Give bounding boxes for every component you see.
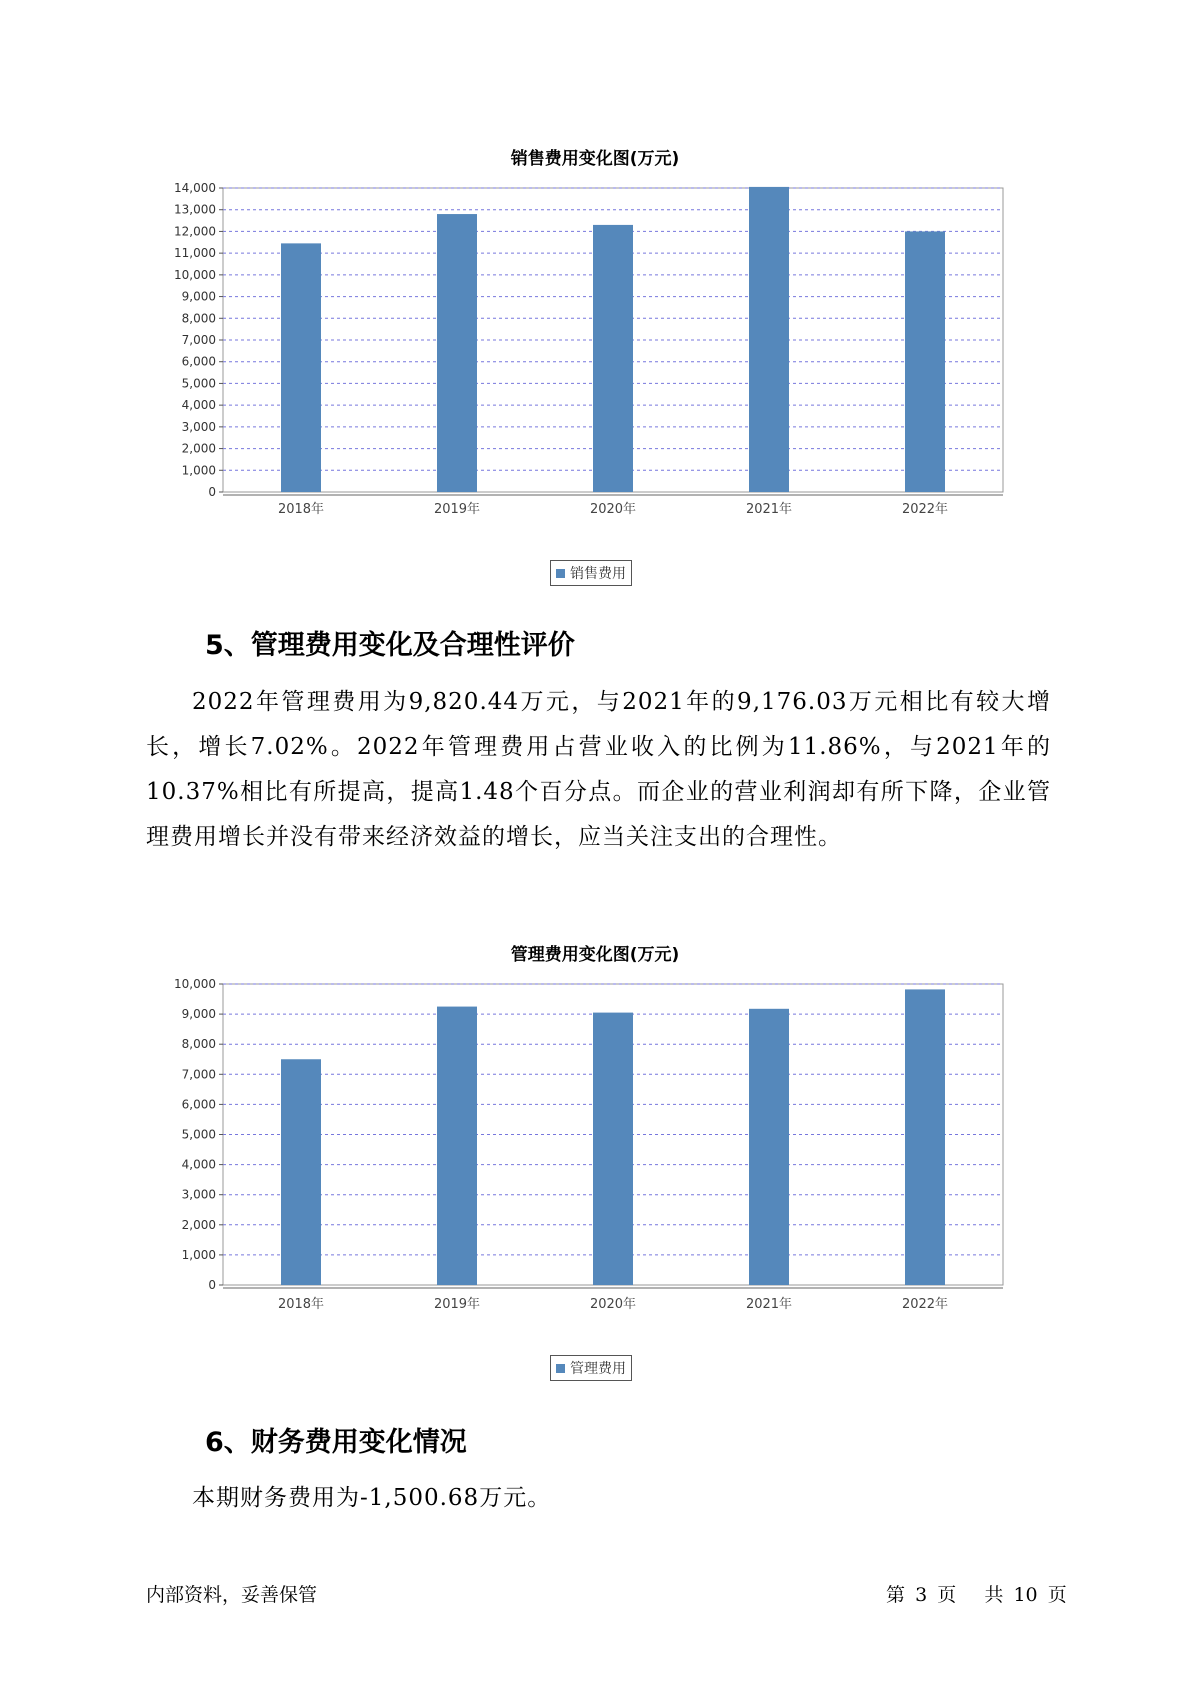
sales-chart-svg — [150, 180, 1040, 560]
admin-chart-svg — [150, 976, 1040, 1356]
admin-chart-title: 管理费用变化图(万元) — [510, 945, 680, 965]
y-tick-label: 4,000 — [181, 1157, 216, 1172]
page-total: 10 — [1013, 1584, 1038, 1606]
y-tick-label: 0 — [208, 485, 216, 499]
x-tick-label: 2020年 — [589, 1297, 637, 1312]
footer-confidential: 内部资料，妥善保管 — [146, 1584, 318, 1606]
bar — [437, 214, 477, 492]
sales-chart-legend — [550, 560, 632, 586]
bar — [749, 187, 789, 492]
y-tick-label: 1,000 — [181, 463, 216, 478]
bar — [437, 1007, 477, 1285]
bar — [905, 989, 945, 1285]
admin-expense-heading: 5、管理费用变化及合理性评价 — [205, 630, 575, 661]
x-tick-label: 2019年 — [433, 502, 481, 517]
admin-legend-label: 管理费用 — [570, 1361, 626, 1377]
y-tick-label: 10,000 — [174, 977, 216, 991]
page-mid: 页 — [937, 1584, 957, 1606]
sales-chart-title: 销售费用变化图(万元) — [510, 149, 680, 169]
x-tick-label: 2021年 — [745, 1297, 793, 1312]
y-tick-label: 13,000 — [174, 202, 216, 217]
x-tick-label: 2021年 — [745, 502, 793, 517]
y-tick-label: 7,000 — [181, 333, 216, 347]
bar — [905, 231, 945, 492]
y-tick-label: 8,000 — [181, 1037, 216, 1052]
bar — [749, 1009, 789, 1285]
bar — [593, 225, 633, 492]
legend-swatch — [556, 569, 565, 578]
y-tick-label: 14,000 — [174, 181, 216, 195]
legend-swatch — [556, 1364, 565, 1373]
y-tick-label: 5,000 — [181, 1127, 216, 1142]
x-tick-label: 2022年 — [901, 502, 949, 517]
x-tick-label: 2019年 — [433, 1297, 481, 1312]
y-tick-label: 6,000 — [181, 354, 216, 369]
finance-expense-paragraph: 本期财务费用为-1,500.68万元。 — [192, 1485, 552, 1511]
page-current: 3 — [915, 1584, 928, 1606]
y-tick-label: 5,000 — [181, 376, 216, 391]
x-tick-label: 2020年 — [589, 502, 637, 517]
sales-legend-label: 销售费用 — [570, 566, 626, 582]
y-tick-label: 11,000 — [174, 246, 216, 261]
x-tick-label: 2022年 — [901, 1297, 949, 1312]
y-tick-label: 4,000 — [181, 398, 216, 413]
admin-expense-paragraph: 2022年管理费用为9,820.44万元，与2021年的9,176.03万元相比有较大增长，增长7.02%。2022年管理费用占营业收入的比例为11.86%，与2021年的10.37%相比有所提高，提高1.48个百分点。而企业的营业利润却有所下降，企业管理费用增长并没有带来经济效益的增长，应当关注支出的合理性。 — [146, 689, 1051, 850]
y-tick-label: 9,000 — [181, 289, 216, 304]
y-tick-label: 9,000 — [181, 1007, 216, 1022]
bar — [281, 1059, 321, 1285]
y-tick-label: 6,000 — [181, 1097, 216, 1112]
y-tick-label: 0 — [208, 1278, 216, 1292]
y-tick-label: 3,000 — [181, 1187, 216, 1202]
sales-expense-chart — [150, 140, 1040, 590]
finance-expense-heading: 6、财务费用变化情况 — [205, 1427, 467, 1458]
x-tick-label: 2018年 — [277, 1297, 325, 1312]
page-suffix: 页 — [1047, 1584, 1067, 1606]
footer-page-number — [884, 1580, 1069, 1607]
y-tick-label: 8,000 — [181, 311, 216, 326]
x-tick-label: 2018年 — [277, 502, 325, 517]
y-tick-label: 12,000 — [174, 224, 216, 239]
y-tick-label: 3,000 — [181, 419, 216, 434]
bar — [593, 1013, 633, 1285]
admin-chart-legend — [550, 1355, 632, 1381]
page-prefix: 第 — [886, 1584, 906, 1606]
bar — [281, 243, 321, 492]
admin-expense-chart — [150, 936, 1040, 1386]
y-tick-label: 1,000 — [181, 1247, 216, 1262]
y-tick-label: 2,000 — [181, 441, 216, 456]
y-tick-label: 7,000 — [181, 1067, 216, 1082]
y-tick-label: 10,000 — [174, 267, 216, 282]
y-tick-label: 2,000 — [181, 1217, 216, 1232]
total-prefix: 共 — [984, 1584, 1004, 1606]
